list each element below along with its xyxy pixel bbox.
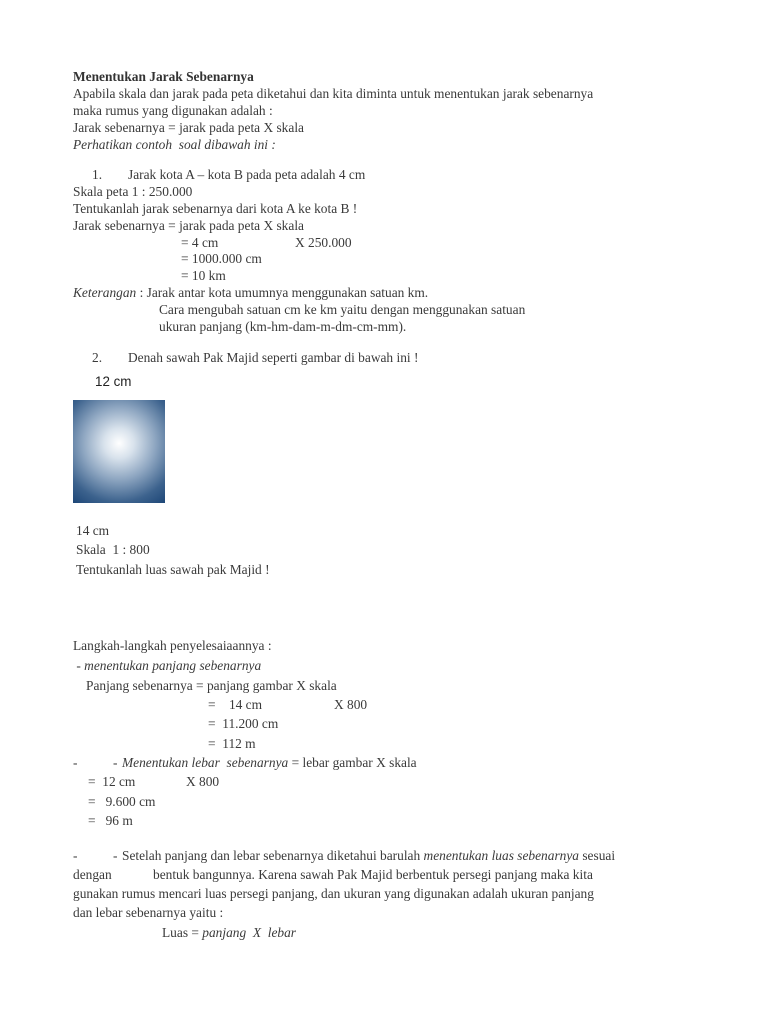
step1-formula: Panjang sebenarnya = panjang gambar X skala — [86, 678, 337, 693]
ex2-scale: Skala 1 : 800 — [76, 542, 150, 557]
step3-text-b: sesuai — [579, 848, 616, 863]
step2-row3: = 96 m — [88, 813, 133, 828]
main-formula: Jarak sebenarnya = jarak pada peta X skala — [73, 120, 304, 135]
field-rectangle-image — [73, 400, 165, 503]
example-note: Perhatikan contoh soal dibawah ini : — [73, 137, 276, 152]
step2-bullet: - — [113, 755, 118, 770]
step2-title-line — [122, 755, 417, 771]
ex1-text: Jarak kota A – kota B pada peta adalah 4 cm — [128, 167, 366, 182]
ex1-note-line-1 — [73, 285, 428, 301]
step3-line-1 — [122, 848, 615, 864]
ex1-note-text: : Jarak antar kota umumnya menggunakan satuan km. — [136, 285, 429, 300]
intro-line-2: maka rumus yang digunakan adalah : — [73, 103, 273, 118]
ex1-number: 1. — [92, 167, 103, 182]
step1-dash: - — [73, 658, 85, 673]
step2-title: Menentukan lebar sebenarnya — [122, 755, 289, 770]
rect-width-label: 12 cm — [95, 374, 132, 389]
ex1-step3: = 10 km — [181, 268, 226, 283]
ex2-question: Tentukanlah luas sawah pak Majid ! — [76, 562, 270, 577]
rect-height-label: 14 cm — [76, 523, 110, 538]
step3-text-italic: menentukan luas sebenarnya — [423, 848, 579, 863]
step3-text-a: Setelah panjang dan lebar sebenarnya diketahui barulah — [122, 848, 424, 863]
step2-dash: - — [73, 755, 78, 770]
ex2-text: Denah sawah Pak Majid seperti gambar di bawah ini ! — [128, 350, 419, 365]
step2-formula: = lebar gambar X skala — [288, 755, 417, 770]
doc-title: Menentukan Jarak Sebenarnya — [73, 69, 254, 84]
step1-title: menentukan panjang sebenarnya — [84, 658, 262, 673]
step1-row3: = 112 m — [208, 736, 256, 751]
step2-row2: = 9.600 cm — [88, 794, 156, 809]
step3-line-4: dan lebar sebenarnya yaitu : — [73, 905, 224, 920]
ex1-step1-value: = 4 cm — [181, 235, 219, 250]
ex1-step1-scale: X 250.000 — [295, 235, 352, 250]
ex1-question: Tentukanlah jarak sebenarnya dari kota A ke kota B ! — [73, 201, 358, 216]
steps-heading: Langkah-langkah penyelesaiaannya : — [73, 638, 272, 653]
step3-dash: - — [73, 848, 78, 863]
step1-row1-scale: X 800 — [334, 697, 368, 712]
intro-line-1: Apabila skala dan jarak pada peta diketahui dan kita diminta untuk menentukan jarak sebenarnya — [73, 86, 594, 101]
step3-line-2-rest: bentuk bangunnya. Karena sawah Pak Majid berbentuk persegi panjang maka kita — [153, 867, 593, 882]
step3-line-2-start: dengan — [73, 867, 112, 882]
step2-row1-scale: X 800 — [186, 774, 220, 789]
ex1-note-line-3: ukuran panjang (km-hm-dam-m-dm-cm-mm). — [159, 319, 407, 334]
area-formula-expression: panjang X lebar — [202, 925, 297, 940]
ex1-note-line-2: Cara mengubah satuan cm ke km yaitu dengan menggunakan satuan — [159, 302, 526, 317]
ex2-number: 2. — [92, 350, 103, 365]
step2-row1-value: = 12 cm — [88, 774, 136, 789]
step3-bullet: - — [113, 848, 118, 863]
ex1-formula: Jarak sebenarnya = jarak pada peta X skala — [73, 218, 304, 233]
step1-title-line — [73, 658, 261, 674]
step1-row2: = 11.200 cm — [208, 716, 279, 731]
ex1-note-label: Keterangan — [73, 285, 137, 300]
step1-row1-value: = 14 cm — [208, 697, 263, 712]
ex1-scale: Skala peta 1 : 250.000 — [73, 184, 193, 199]
area-formula-label: Luas = — [162, 925, 203, 940]
step3-line-3: gunakan rumus mencari luas persegi panjang, dan ukuran yang digunakan adalah ukuran panjang — [73, 886, 594, 901]
area-formula — [162, 925, 296, 941]
ex1-step2: = 1000.000 cm — [181, 251, 262, 266]
